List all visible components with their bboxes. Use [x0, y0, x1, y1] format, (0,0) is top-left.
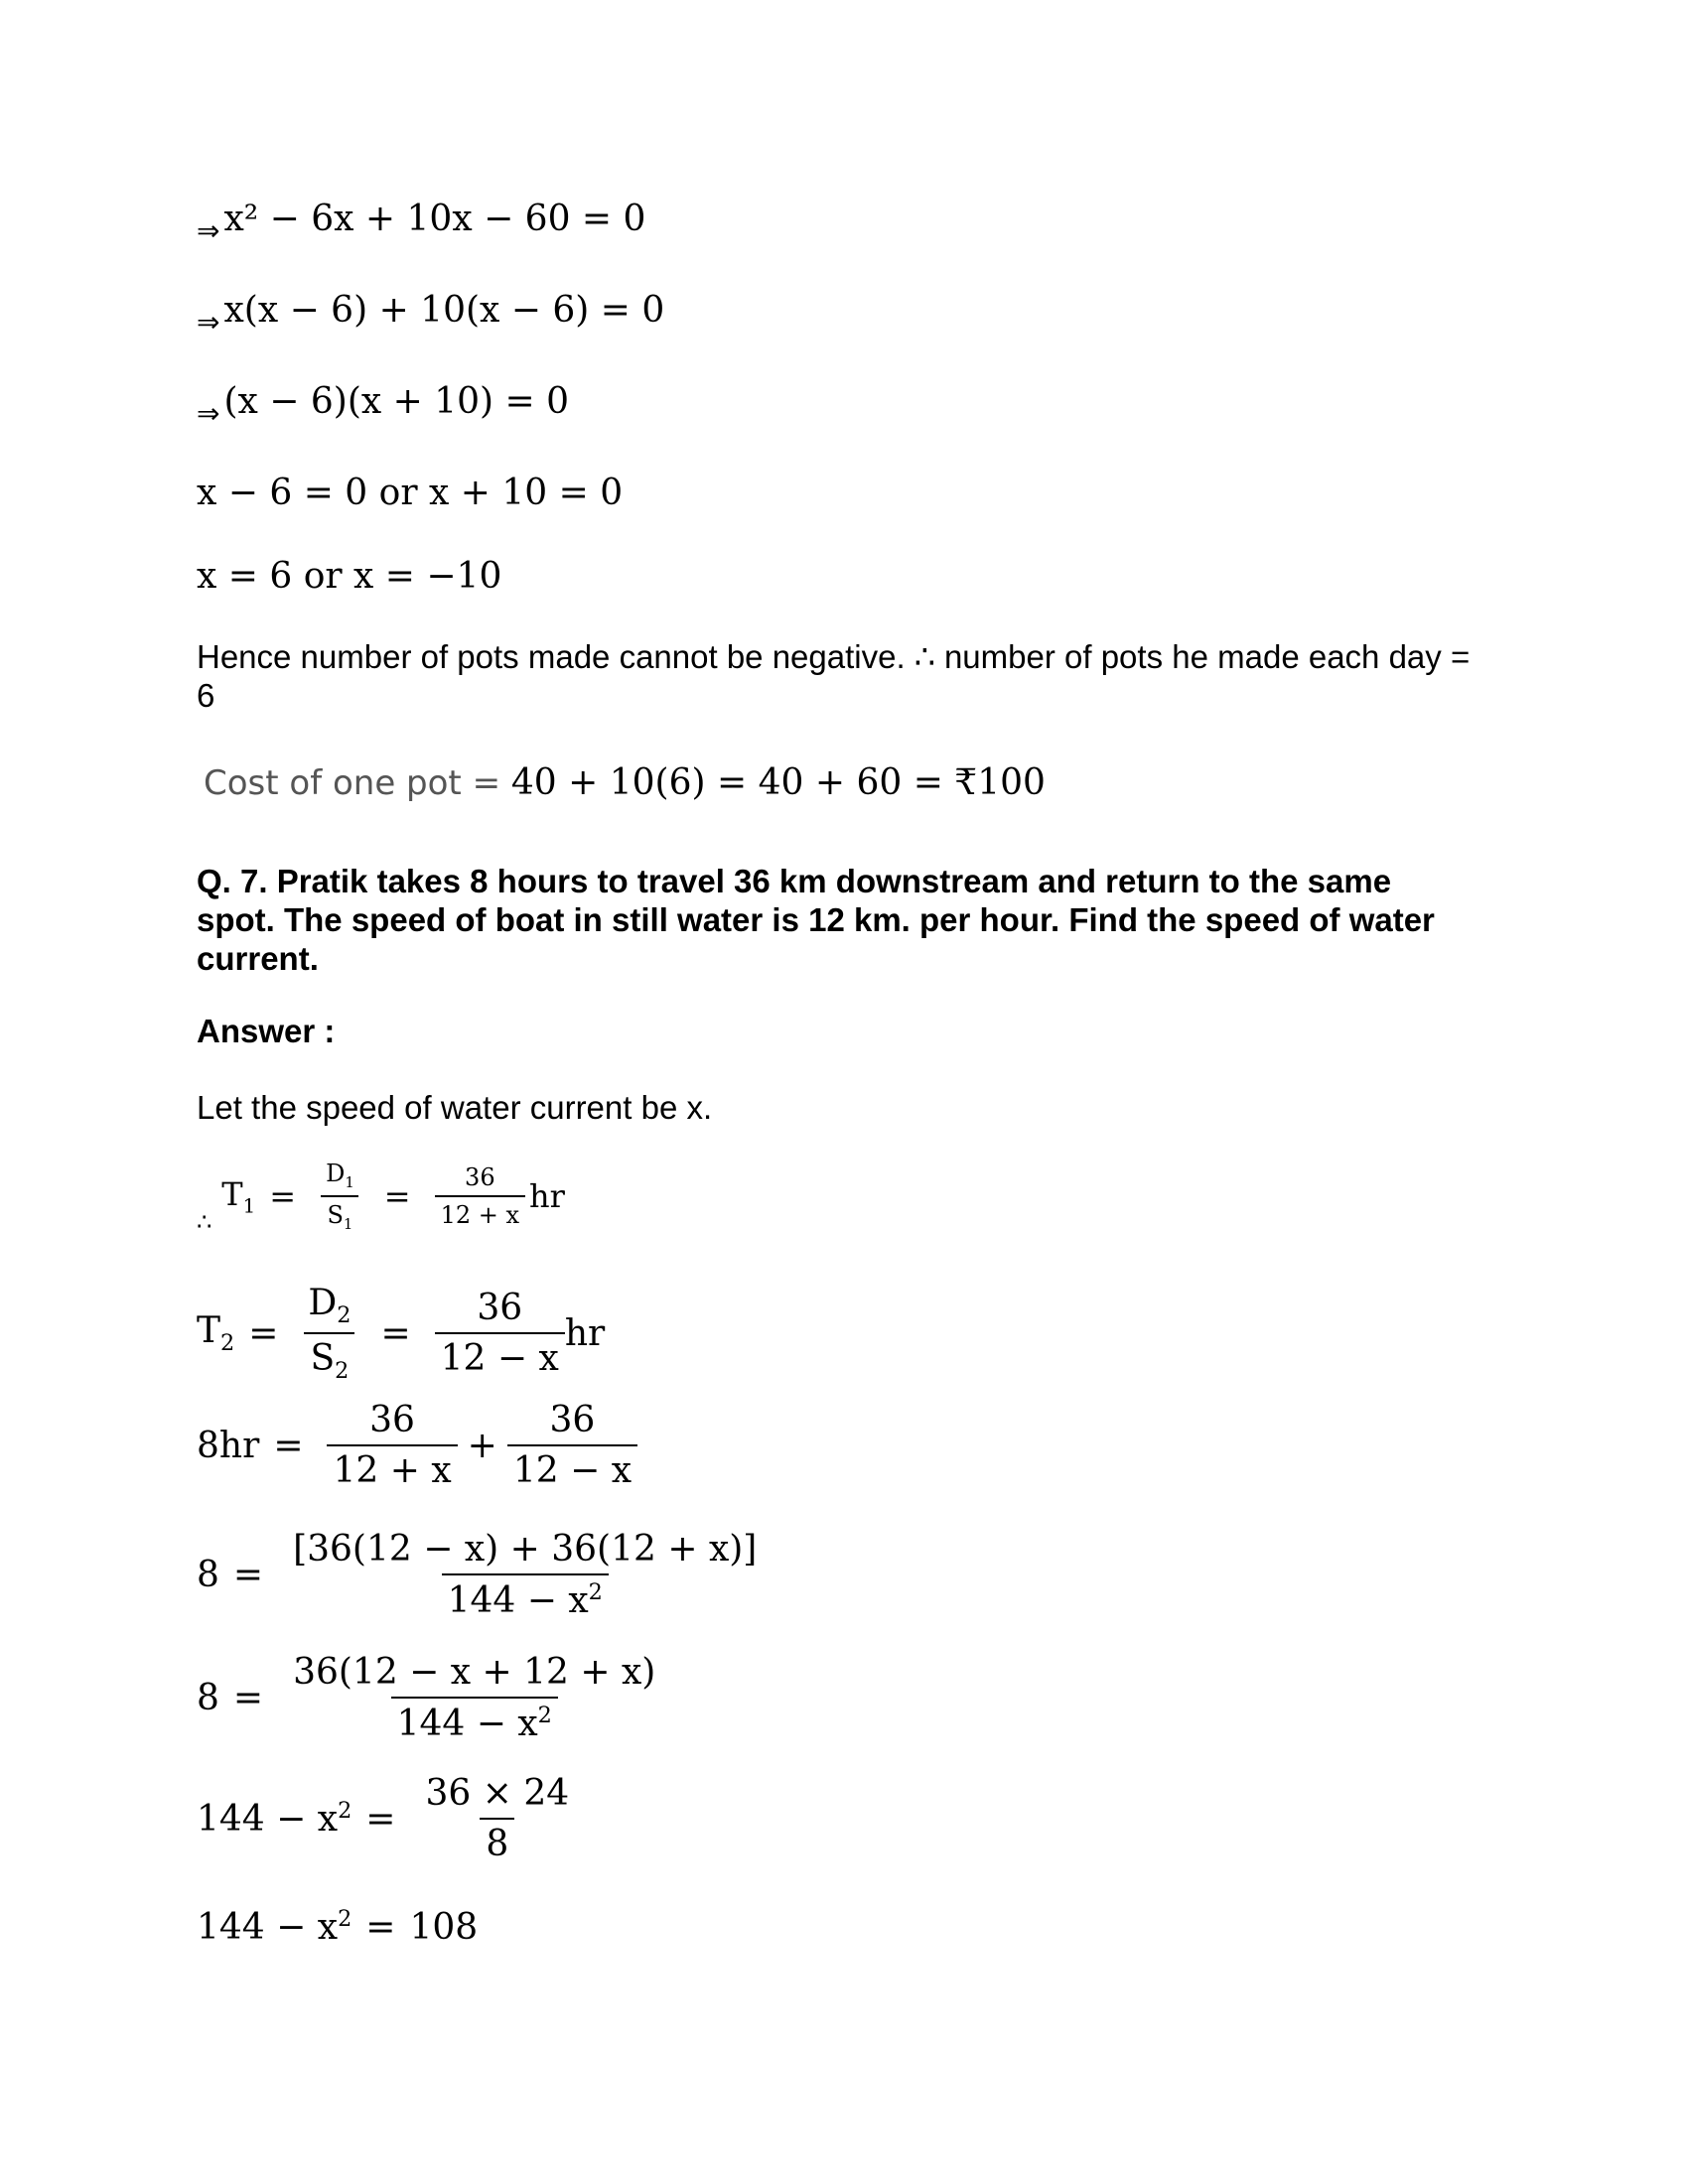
- cost-line: [204, 762, 1046, 803]
- implies-symbol: ⇒: [197, 397, 220, 430]
- implies-symbol: ⇒: [197, 214, 220, 247]
- eq8hr-lhs: 8hr: [197, 1425, 260, 1466]
- eq144b-lhs: $144 - x^2$: [197, 1906, 352, 1948]
- equation-line-3: [197, 381, 570, 430]
- eight-equation-a: 8 = $\frac{[36(12 - x) + 36(12 + x)]}{144 - x^2}$: [197, 1529, 773, 1621]
- cost-label: Cost of one pot =: [204, 763, 511, 803]
- eq144b-rhs: 108: [409, 1906, 479, 1948]
- equation-line-2: [197, 290, 665, 339]
- eq8b-fraction: $\frac{36(12 - x + 12 + x)}{144 - x^2}$: [293, 1652, 656, 1744]
- eq8a-lhs: 8: [197, 1555, 219, 1595]
- t2-fraction: $\frac{36}{12 - x}$: [435, 1288, 565, 1379]
- let-statement: Let the speed of water current be x.: [197, 1089, 713, 1126]
- eq8a-fraction: $\frac{[36(12 - x) + 36(12 + x)]}{144 - x^2}$: [293, 1529, 758, 1621]
- t1-fraction: $\frac{36}{12 + x}$: [435, 1163, 525, 1229]
- t2-equation: $T_2$ = $\frac{D_2}{S_2}$ = $\frac{36}{12 - x}$ hr: [197, 1283, 606, 1385]
- t1-lhs: $T_1$: [221, 1174, 256, 1217]
- plus-sign: +: [467, 1425, 497, 1466]
- one-forty-four-equation-a: $144 - x^2$ = $\frac{36 \times 24}{8}$: [197, 1773, 585, 1864]
- implies-symbol: ⇒: [197, 306, 220, 339]
- t2-lhs: $T_2$: [197, 1310, 235, 1357]
- eight-equation-b: 8 = $\frac{36(12 - x + 12 + x)}{144 - x^2}$: [197, 1652, 671, 1744]
- t2-unit: hr: [564, 1312, 606, 1354]
- equation-text: x² − 6x + 10x − 60 = 0: [223, 199, 646, 239]
- equation-text: x(x − 6) + 10(x − 6) = 0: [223, 290, 665, 331]
- cost-expression: 40 + 10(6) = 40 + 60 = ₹100: [510, 762, 1046, 803]
- equation-text: x − 6 = 0 or x + 10 = 0: [197, 473, 624, 513]
- equation-line-1: [197, 199, 646, 247]
- t1-unit: hr: [529, 1176, 565, 1215]
- eq144a-fraction: $\frac{36 \times 24}{8}$: [425, 1773, 570, 1864]
- equation-line-4: [197, 473, 623, 513]
- equation-line-5: [197, 556, 501, 597]
- eq144a-lhs: $144 - x^2$: [197, 1798, 352, 1840]
- eq8b-lhs: 8: [197, 1678, 219, 1718]
- t1-equation: ∴ $T_1$ = $\frac{D_1}{S_1}$ = $\frac{36}{12 + x}$ hr: [197, 1160, 565, 1236]
- question-7: Q. 7. Pratik takes 8 hours to travel 36 km downstream and return to the same spot. The speed of boat in still water is 12 km. per hour. Find the speed of water current.: [197, 863, 1435, 977]
- t1-d-over-s: $\frac{D_1}{S_1}$: [320, 1160, 360, 1233]
- answer-label: Answer :: [197, 1013, 336, 1049]
- equation-text: (x − 6)(x + 10) = 0: [223, 381, 570, 422]
- eq8hr-fraction-2: $\frac{36}{12 - x}$: [507, 1400, 637, 1491]
- therefore-symbol: ∴: [197, 1207, 212, 1236]
- t2-d-over-s: $\frac{D_2}{S_2}$: [302, 1283, 356, 1384]
- eight-hr-equation: 8hr = $\frac{36}{12 + x}$ + $\frac{36}{12 - x}$: [197, 1400, 647, 1491]
- equation-text: x = 6 or x = −10: [197, 556, 502, 597]
- conclusion-paragraph: Hence number of pots made cannot be negative. ∴ number of pots he made each day = 6: [197, 638, 1471, 714]
- one-forty-four-equation-b: $144 - x^2$ = 108: [197, 1906, 479, 1948]
- eq8hr-fraction-1: $\frac{36}{12 + x}$: [327, 1400, 457, 1491]
